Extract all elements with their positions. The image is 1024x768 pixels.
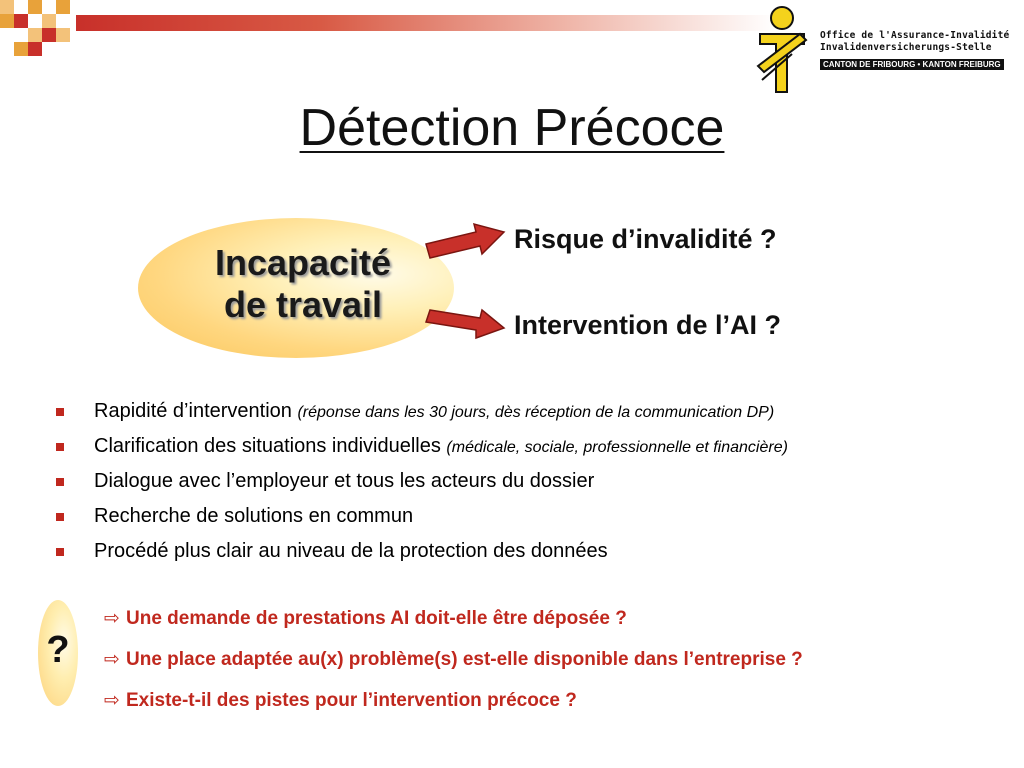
red-square-icon	[56, 443, 64, 451]
question-mark: ?	[46, 629, 70, 671]
red-arrow-icon-lower	[426, 310, 504, 338]
red-arrow-icon-upper	[426, 224, 504, 258]
header-decoration	[0, 0, 800, 60]
outcome-risk-label: Risque d’invalidité ?	[514, 224, 777, 254]
bullet-text: Rapidité d’intervention	[94, 400, 292, 422]
question-list	[104, 606, 1004, 729]
ellipse-label-line-2: de travail	[223, 284, 383, 325]
decor-square	[0, 0, 14, 14]
right-arrow-icon: ⇨	[104, 649, 120, 670]
flow-arrows	[420, 218, 510, 348]
bullet-list	[54, 396, 1014, 571]
list-item	[54, 536, 1014, 571]
ellipse-label-line-1: Incapacité	[214, 242, 392, 283]
red-square-icon	[56, 478, 64, 486]
question-item	[104, 606, 1004, 647]
decor-square	[56, 28, 70, 42]
question-text: Existe-t-il des pistes pour l’intervention précoce ?	[126, 690, 577, 711]
logo-line-1: Office de l'Assurance-Invalidité	[820, 30, 1010, 41]
question-text: Une demande de prestations AI doit-elle être déposée ?	[126, 608, 627, 629]
list-item	[54, 466, 1014, 501]
question-text: Une place adaptée au(x) problème(s) est-elle disponible dans l’entreprise ?	[126, 649, 803, 670]
question-item	[104, 688, 1004, 729]
outcome-intervention-label: Intervention de l’AI ?	[514, 310, 782, 340]
decor-square	[14, 14, 28, 28]
decor-square	[42, 14, 56, 28]
list-item	[54, 501, 1014, 536]
ai-office-logo	[752, 4, 1022, 96]
red-square-icon	[56, 548, 64, 556]
decor-square	[56, 0, 70, 14]
logo-text	[820, 30, 1020, 72]
decor-square	[28, 0, 42, 14]
list-item	[54, 396, 1014, 431]
ai-figure-logo-icon	[752, 4, 816, 96]
right-arrow-icon: ⇨	[104, 690, 120, 711]
header-gradient-bar	[76, 15, 776, 31]
decor-square	[42, 28, 56, 42]
logo-line-3: CANTON DE FRIBOURG • KANTON FREIBURG	[820, 59, 1004, 70]
decor-square	[28, 42, 42, 56]
red-square-icon	[56, 408, 64, 416]
ellipse-label	[178, 242, 428, 326]
bullet-text: Clarification des situations individuelles	[94, 435, 441, 457]
red-square-icon	[56, 513, 64, 521]
question-item	[104, 647, 1004, 688]
list-item	[54, 431, 1014, 466]
bullet-text: Procédé plus clair au niveau de la protection des données	[94, 540, 608, 562]
bullet-text: Dialogue avec l’employeur et tous les acteurs du dossier	[94, 470, 595, 492]
slide-title: Détection Précoce	[299, 99, 725, 157]
logo-line-2: Invalidenversicherungs-Stelle	[820, 42, 992, 53]
right-arrow-icon: ⇨	[104, 608, 120, 629]
decor-square	[28, 28, 42, 42]
bullet-note: (réponse dans les 30 jours, dès réception de la communication DP)	[297, 404, 775, 421]
decor-square	[14, 42, 28, 56]
decor-square	[0, 14, 14, 28]
bullet-note: (médicale, sociale, professionnelle et financière)	[446, 439, 788, 456]
bullet-text: Recherche de solutions en commun	[94, 505, 414, 527]
